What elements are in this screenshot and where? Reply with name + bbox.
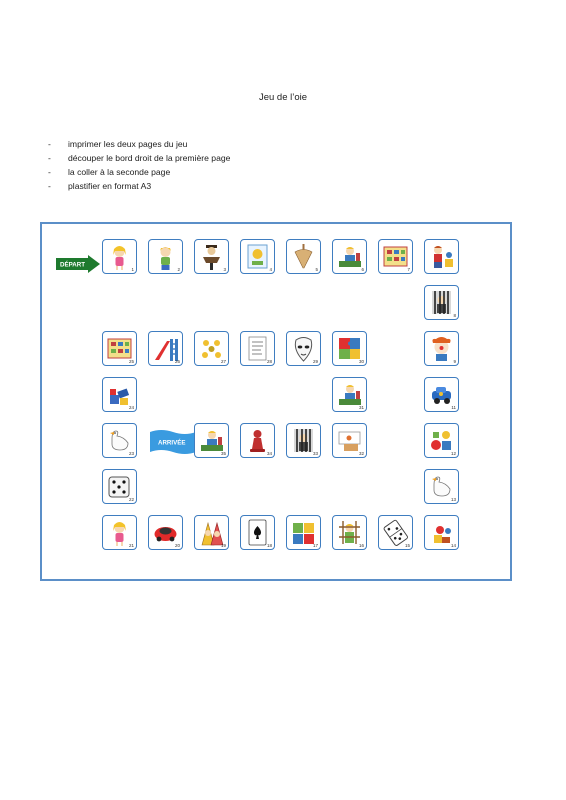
list-item-text: plastifier en format A3 xyxy=(68,181,152,191)
board-square xyxy=(102,423,137,458)
square-number: 9 xyxy=(453,359,456,364)
square-number: 4 xyxy=(269,267,272,272)
square-number: 23 xyxy=(128,451,134,456)
square-number: 31 xyxy=(358,405,364,410)
board-square xyxy=(194,239,229,274)
square-number: 3 xyxy=(223,267,226,272)
girl-icon xyxy=(106,243,133,270)
list-item-text: découper le bord droit de la première page xyxy=(68,153,231,163)
board-square xyxy=(286,239,321,274)
blocks-icon xyxy=(106,381,133,408)
instruction-list xyxy=(48,137,230,193)
square-number: 16 xyxy=(358,543,364,548)
board-square xyxy=(240,239,275,274)
board-square xyxy=(424,469,459,504)
letter-blocks-icon xyxy=(290,519,317,546)
toys-pile-icon xyxy=(428,519,455,546)
list-item: - découper le bord droit de la première page xyxy=(48,153,231,163)
bingo-card-icon xyxy=(382,243,409,270)
board-square xyxy=(102,515,137,550)
slide-icon xyxy=(152,335,179,362)
toy-car-icon xyxy=(428,381,455,408)
goose-icon xyxy=(428,473,455,500)
bingo-card-icon xyxy=(106,335,133,362)
square-number: 22 xyxy=(128,497,134,502)
square-number: 19 xyxy=(220,543,226,548)
board-square xyxy=(424,239,459,274)
board-square xyxy=(148,239,183,274)
square-number: 34 xyxy=(266,451,272,456)
rules-sheet-icon xyxy=(244,335,271,362)
square-number: 25 xyxy=(128,359,134,364)
board-square xyxy=(240,515,275,550)
pencil-kids-icon xyxy=(198,519,225,546)
board-square xyxy=(102,377,137,412)
board-square xyxy=(148,331,183,366)
square-number: 32 xyxy=(358,451,364,456)
square-number: 1 xyxy=(131,267,134,272)
board-square xyxy=(240,423,275,458)
square-number: 15 xyxy=(404,543,410,548)
board-square xyxy=(148,515,183,550)
board-square xyxy=(424,515,459,550)
start-flag xyxy=(56,255,100,273)
game-box-icon xyxy=(336,427,363,454)
board-square xyxy=(424,377,459,412)
child-at-desk-icon xyxy=(336,243,363,270)
boy-with-toys-icon xyxy=(428,243,455,270)
board-square xyxy=(332,239,367,274)
blond-boy-icon xyxy=(152,243,179,270)
board-square xyxy=(240,331,275,366)
playing-card-icon xyxy=(244,519,271,546)
board-square xyxy=(286,515,321,550)
board-square xyxy=(102,239,137,274)
square-number: 21 xyxy=(128,543,134,548)
board-square xyxy=(332,377,367,412)
board-square xyxy=(286,423,321,458)
board-square xyxy=(332,423,367,458)
scarecrow-icon xyxy=(198,243,225,270)
finish-flag xyxy=(150,428,196,458)
domino-icon xyxy=(382,519,409,546)
square-number: 29 xyxy=(312,359,318,364)
red-car-icon xyxy=(152,519,179,546)
square-number: 18 xyxy=(266,543,272,548)
board-square xyxy=(286,331,321,366)
finish-label: ARRIVÉE xyxy=(158,439,186,447)
board-square xyxy=(424,423,459,458)
prison-icon xyxy=(290,427,317,454)
square-number: 6 xyxy=(361,267,364,272)
square-number: 20 xyxy=(174,543,180,548)
toys-icon xyxy=(428,427,455,454)
mask-icon xyxy=(290,335,317,362)
square-number: 14 xyxy=(450,543,456,548)
board-square xyxy=(424,285,459,320)
square-number: 13 xyxy=(450,497,456,502)
list-item-text: la coller à la seconde page xyxy=(68,167,171,177)
board-square xyxy=(194,423,229,458)
square-number: 7 xyxy=(407,267,410,272)
board-square xyxy=(194,515,229,550)
board-square xyxy=(194,331,229,366)
square-number: 5 xyxy=(315,267,318,272)
picture-card-icon xyxy=(244,243,271,270)
girl-icon xyxy=(106,519,133,546)
square-number: 11 xyxy=(451,405,456,410)
square-number: 8 xyxy=(453,313,456,318)
start-label: DÉPART xyxy=(60,261,85,269)
board-square xyxy=(378,515,413,550)
square-number: 2 xyxy=(177,267,180,272)
list-item: - plastifier en format A3 xyxy=(48,181,152,191)
square-number: 28 xyxy=(266,359,272,364)
square-number: 27 xyxy=(220,359,226,364)
board-square xyxy=(102,331,137,366)
clown-icon xyxy=(428,335,455,362)
page-title: Jeu de l’oie xyxy=(258,92,308,103)
list-item: - imprimer les deux pages du jeu xyxy=(48,139,188,149)
board-square xyxy=(102,469,137,504)
board-square xyxy=(332,515,367,550)
square-number: 24 xyxy=(128,405,134,410)
child-at-desk-icon xyxy=(198,427,225,454)
boy-behind-bars-icon xyxy=(336,519,363,546)
board-square xyxy=(424,331,459,366)
list-item: - la coller à la seconde page xyxy=(48,167,171,177)
prison-icon xyxy=(428,289,455,316)
game-pieces-icon xyxy=(198,335,225,362)
child-at-desk-icon xyxy=(336,381,363,408)
puzzle-icon xyxy=(336,335,363,362)
board-square xyxy=(332,331,367,366)
square-number: 12 xyxy=(450,451,456,456)
square-number: 26 xyxy=(174,359,180,364)
list-item-text: imprimer les deux pages du jeu xyxy=(68,139,188,149)
square-number: 33 xyxy=(312,451,318,456)
dice-icon xyxy=(106,473,133,500)
board-square xyxy=(378,239,413,274)
square-number: 35 xyxy=(220,451,226,456)
square-number: 30 xyxy=(358,359,364,364)
goose-icon xyxy=(106,427,133,454)
square-number: 17 xyxy=(312,543,318,548)
pawn-icon xyxy=(244,427,271,454)
spinning-top-icon xyxy=(290,243,317,270)
